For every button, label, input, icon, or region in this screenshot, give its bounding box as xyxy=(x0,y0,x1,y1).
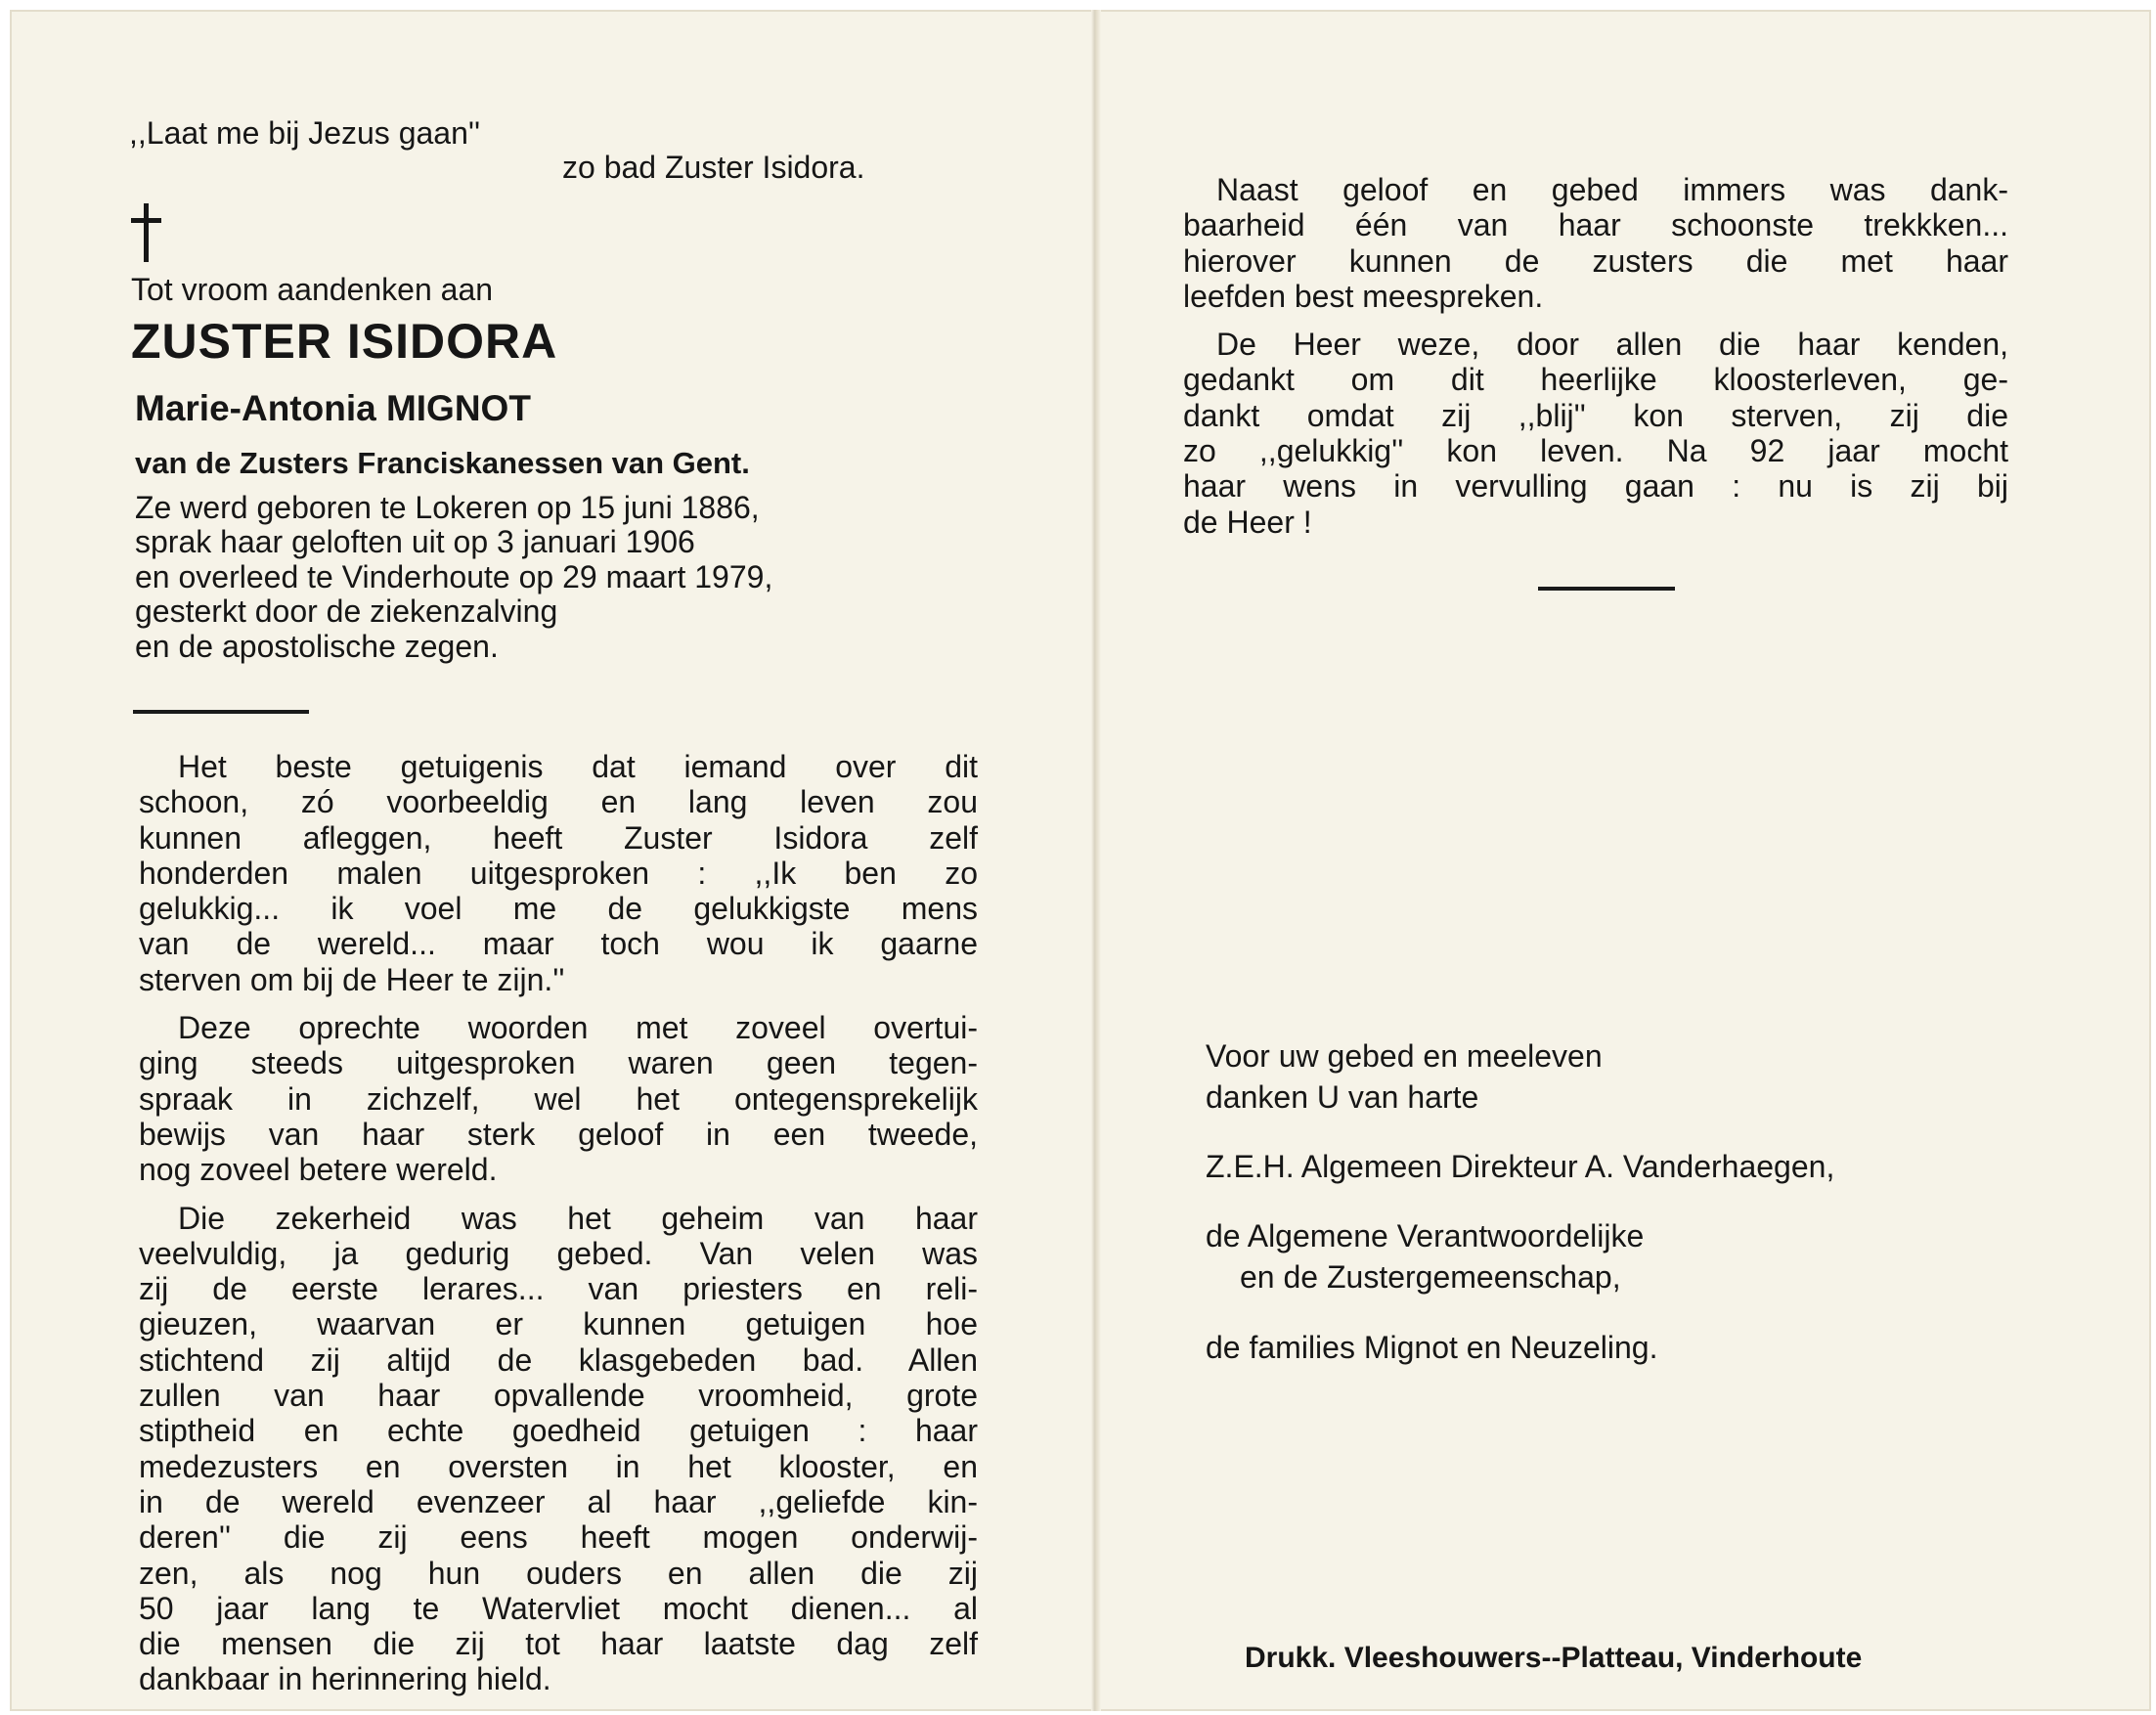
text-line: gelukkig... ik voel me de gelukkigste mens xyxy=(139,891,978,927)
civil-name: Marie-Antonia MIGNOT xyxy=(135,388,531,428)
bio-line: en overleed te Vinderhoute op 29 maart 1979, xyxy=(135,558,773,594)
text-line: gedankt om dit heerlijke kloosterleven, ge- xyxy=(1183,362,2008,398)
divider xyxy=(133,710,309,714)
text-line: hierover kunnen de zusters die met haar xyxy=(1183,242,2008,279)
paragraph xyxy=(1183,172,2008,314)
text-line: spraak in zichzelf, wel het ontegensprekelijk xyxy=(139,1080,978,1117)
text-line: kunnen afleggen, heeft Zuster Isidora zelf xyxy=(139,819,978,856)
bio-line: gesterkt door de ziekenzalving xyxy=(135,594,558,630)
text-line: zo ,,gelukkig'' kon leven. Na 92 jaar mocht xyxy=(1183,433,2008,469)
text-line: van de wereld... maar toch wou ik gaarne xyxy=(139,926,978,962)
thanks-line-1: Voor uw gebed en meeleven xyxy=(1206,1038,1603,1074)
text-line: sterven om bij de Heer te zijn.'' xyxy=(139,961,565,997)
right-page xyxy=(1093,10,2151,1711)
signatory-community: en de Zustergemeenschap, xyxy=(1240,1259,1621,1295)
signatory-director: Z.E.H. Algemeen Direkteur A. Vanderhaegen, xyxy=(1206,1149,1835,1184)
text-line: stichtend zij altijd de klasgebeden bad. Allen xyxy=(139,1341,978,1378)
text-line: die mensen die zij tot haar laatste dag zelf xyxy=(139,1626,978,1662)
text-line: medezusters en oversten in het klooster, en xyxy=(139,1448,978,1484)
text-line: Naast geloof en gebed immers was dank- xyxy=(1216,172,2008,207)
paragraph xyxy=(139,749,978,997)
text-line: nog zoveel betere wereld. xyxy=(139,1152,498,1188)
text-line: Het beste getuigenis dat iemand over dit xyxy=(178,749,978,784)
text-line: stiptheid en echte goedheid getuigen : haar xyxy=(139,1413,978,1449)
signatory-families: de families Mignot en Neuzeling. xyxy=(1206,1330,1658,1365)
deceased-name: ZUSTER ISIDORA xyxy=(131,314,558,369)
paragraph xyxy=(1183,327,2008,540)
divider xyxy=(1538,587,1675,591)
text-line: veelvuldig, ja gedurig gebed. Van velen was xyxy=(139,1235,978,1271)
text-line: schoon, zó voorbeeldig en lang leven zou xyxy=(139,784,978,820)
text-line: leefden best meespreken. xyxy=(1183,278,1544,314)
left-page xyxy=(10,10,1093,1711)
bio-line: en de apostolische zegen. xyxy=(135,628,499,664)
text-line: Deze oprechte woorden met zoveel overtui- xyxy=(178,1010,978,1046)
quote-line-2: zo bad Zuster Isidora. xyxy=(562,150,865,185)
biography xyxy=(135,491,772,664)
bio-line: sprak haar geloften uit op 3 januari 1906 xyxy=(135,524,695,560)
cross-icon xyxy=(129,203,164,262)
text-line: haar wens in vervulling gaan : nu is zij bij xyxy=(1183,468,2008,505)
printer-credit: Drukk. Vleeshouwers--Platteau, Vinderhoute xyxy=(1245,1642,1863,1674)
text-line: baarheid één van haar schoonste trekkken... xyxy=(1183,207,2008,243)
text-line: De Heer weze, door allen die haar kenden, xyxy=(1216,327,2008,363)
text-line: zullen van haar opvallende vroomheid, grote xyxy=(139,1378,978,1414)
text-line: de Heer ! xyxy=(1183,504,1312,540)
dedication-line: Tot vroom aandenken aan xyxy=(131,272,494,307)
text-line: dankbaar in herinnering hield. xyxy=(139,1661,551,1697)
text-line: zen, als nog hun ouders en allen die zij xyxy=(139,1555,978,1591)
text-line: 50 jaar lang te Watervliet mocht dienen... al xyxy=(139,1590,978,1626)
text-line: in de wereld evenzeer al haar ,,geliefde kin- xyxy=(139,1483,978,1519)
text-line: ging steeds uitgesproken waren geen tegen- xyxy=(139,1045,978,1081)
congregation: van de Zusters Franciskanessen van Gent. xyxy=(135,446,750,480)
text-line: gieuzen, waarvan er kunnen getuigen hoe xyxy=(139,1306,978,1342)
text-line: bewijs van haar sterk geloof in een tweede, xyxy=(139,1116,978,1152)
text-line: deren'' die zij eens heeft mogen onderwij- xyxy=(139,1519,978,1556)
text-line: Die zekerheid was het geheim van haar xyxy=(178,1200,978,1236)
signatory-responsible: de Algemene Verantwoordelijke xyxy=(1206,1218,1645,1253)
text-line: dankt omdat zij ,,blij'' kon sterven, zij die xyxy=(1183,397,2008,433)
left-body-text xyxy=(139,749,978,1710)
paragraph xyxy=(139,1010,978,1187)
text-line: zij de eerste lerares... van priesters en reli- xyxy=(139,1271,978,1307)
paragraph xyxy=(139,1201,978,1697)
quote-line-1: ,,Laat me bij Jezus gaan'' xyxy=(129,115,481,151)
bio-line: Ze werd geboren te Lokeren op 15 juni 1886, xyxy=(135,490,760,525)
right-body-text xyxy=(1183,172,2008,552)
text-line: honderden malen uitgesproken : ,,Ik ben zo xyxy=(139,855,978,891)
thanks-line-2: danken U van harte xyxy=(1206,1079,1479,1115)
memorial-card xyxy=(10,10,2151,1711)
